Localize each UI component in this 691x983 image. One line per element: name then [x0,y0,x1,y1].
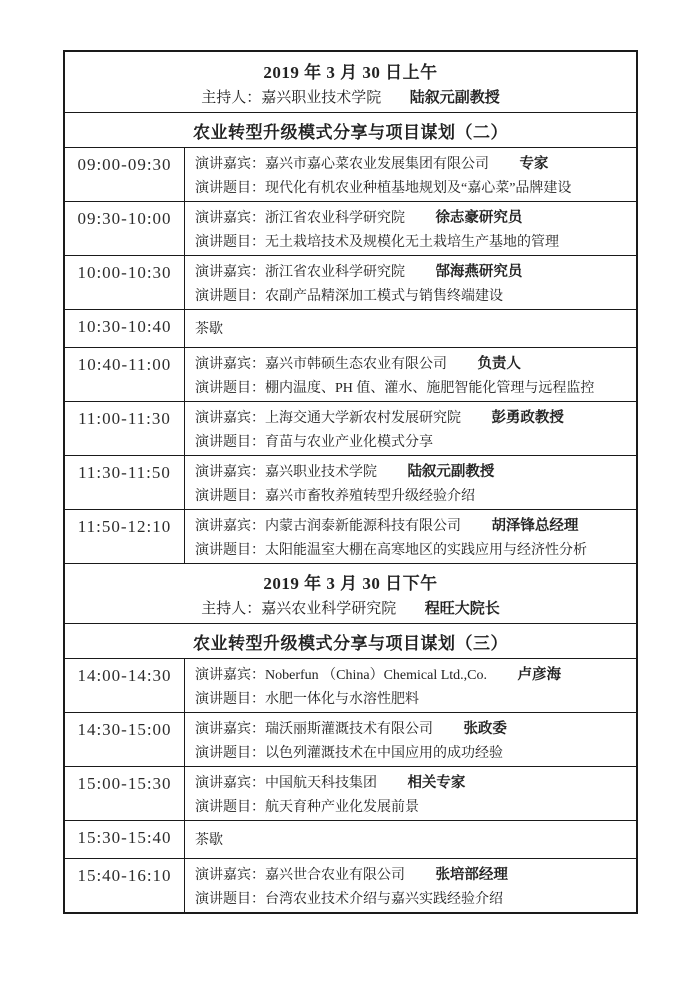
guest-label: 演讲嘉宾： [195,668,265,683]
section-title-row [65,623,636,658]
section-title-text: 农业转型升级模式分享与项目谋划（三） [193,633,508,653]
content-cell [185,456,636,509]
guest-name: 负责人 [477,356,521,372]
break-label: 茶歇 [195,322,223,337]
content-cell [185,767,636,820]
guest-label: 演讲嘉宾： [195,357,265,372]
guest-label: 演讲嘉宾： [195,868,265,883]
time-text: 10:00-10:30 [77,263,172,282]
topic-label: 演讲题目： [195,489,265,504]
time-cell [65,348,185,401]
guest-org: 中国航天科技集团 [265,776,377,791]
time-cell [65,659,185,712]
guest-name: 彭勇政教授 [491,410,564,426]
topic-text: 无土栽培技术及规模化无土栽培生产基地的管理 [265,235,559,250]
topic-line [195,485,628,509]
guest-line [195,717,628,742]
time-text: 11:30-11:50 [78,463,171,482]
time-cell [65,202,185,255]
time-text: 11:50-12:10 [77,517,172,536]
topic-text: 嘉兴市畜牧养殖转型升级经验介绍 [265,489,475,504]
content-cell [185,510,636,563]
break-row [65,820,636,858]
guest-name: 专家 [519,156,549,172]
topic-line [195,742,628,766]
topic-line [195,177,628,201]
host-org: 嘉兴农业科学研究院 [261,601,397,617]
content-cell [185,659,636,712]
topic-text: 太阳能温室大棚在高寒地区的实践应用与经济性分析 [265,543,587,558]
guest-line [195,260,628,285]
guest-label: 演讲嘉宾： [195,211,265,226]
talk-row [65,858,636,912]
topic-line [195,888,628,912]
host-org: 嘉兴职业技术学院 [261,89,382,106]
content-cell [185,713,636,766]
guest-label: 演讲嘉宾： [195,776,265,791]
guest-line [195,514,628,539]
topic-label: 演讲题目： [195,181,265,196]
time-cell [65,510,185,563]
talk-row [65,347,636,401]
time-cell [65,310,185,347]
time-text: 14:00-14:30 [77,666,172,685]
session-date: 2019 年 3 月 30 日下午 [263,574,438,593]
content-cell [185,859,636,912]
section-title-row [65,112,636,147]
topic-text: 现代化有机农业种植基地规划及“嘉心菜”品牌建设 [265,181,572,196]
guest-org: 嘉兴市嘉心菜农业发展集团有限公司 [265,157,489,172]
topic-text: 棚内温度、PH 值、灌水、施肥智能化管理与远程监控 [265,381,595,396]
topic-label: 演讲题目： [195,289,265,304]
guest-line [195,352,628,377]
time-cell [65,821,185,858]
time-cell [65,767,185,820]
time-text: 10:40-11:00 [77,355,172,374]
topic-text: 台湾农业技术介绍与嘉兴实践经验介绍 [265,892,503,907]
guest-label: 演讲嘉宾： [195,519,265,534]
topic-text: 航天育种产业化发展前景 [265,800,419,815]
guest-line [195,406,628,431]
time-cell [65,402,185,455]
guest-line [195,771,628,796]
talk-row [65,712,636,766]
content-cell [185,310,636,347]
topic-label: 演讲题目： [195,235,265,250]
time-text: 10:30-10:40 [77,317,172,336]
content-cell [185,821,636,858]
content-cell [185,256,636,309]
session-header-row [65,52,636,112]
talk-row [65,766,636,820]
time-text: 15:40-16:10 [77,866,172,885]
guest-name: 陆叙元副教授 [407,464,495,480]
topic-label: 演讲题目： [195,746,265,761]
guest-line [195,206,628,231]
schedule-table [63,50,638,914]
time-cell [65,859,185,912]
content-cell [185,202,636,255]
guest-line [195,663,628,688]
time-text: 15:30-15:40 [77,828,172,847]
talk-row [65,401,636,455]
guest-label: 演讲嘉宾： [195,465,265,480]
guest-org: Noberfun （China）Chemical Ltd.,Co. [265,668,488,683]
host-line [201,597,500,618]
host-line [201,86,500,107]
guest-org: 瑞沃丽斯灌溉技术有限公司 [265,722,433,737]
host-label: 主持人： [201,601,262,617]
time-cell [65,713,185,766]
topic-label: 演讲题目： [195,692,265,707]
guest-line [195,863,628,888]
guest-label: 演讲嘉宾： [195,722,265,737]
guest-line [195,152,628,177]
host-label: 主持人： [201,89,262,106]
time-text: 14:30-15:00 [77,720,172,739]
guest-name: 张培部经理 [435,867,508,883]
topic-text: 育苗与农业产业化模式分享 [265,435,433,450]
break-row [65,309,636,347]
session-header-row [65,563,636,623]
guest-name: 卢彦海 [517,667,561,683]
guest-org: 嘉兴职业技术学院 [265,465,377,480]
topic-line [195,539,628,563]
topic-line [195,796,628,820]
guest-name: 郜海燕研究员 [435,264,523,280]
session-date: 2019 年 3 月 30 日上午 [263,62,438,82]
topic-label: 演讲题目： [195,800,265,815]
topic-line [195,377,628,401]
section-title-text: 农业转型升级模式分享与项目谋划（二） [193,122,508,142]
topic-text: 农副产品精深加工模式与销售终端建设 [265,289,503,304]
guest-org: 上海交通大学新农村发展研究院 [265,411,461,426]
guest-name: 徐志豪研究员 [435,210,523,226]
topic-label: 演讲题目： [195,892,265,907]
topic-line [195,688,628,712]
time-cell [65,148,185,201]
guest-label: 演讲嘉宾： [195,411,265,426]
guest-line [195,460,628,485]
time-text: 09:00-09:30 [77,155,172,174]
guest-name: 胡泽锋总经理 [491,518,579,534]
topic-label: 演讲题目： [195,435,265,450]
topic-text: 以色列灌溉技术在中国应用的成功经验 [265,746,503,761]
time-cell [65,456,185,509]
topic-label: 演讲题目： [195,543,265,558]
time-cell [65,256,185,309]
guest-name: 相关专家 [407,775,466,791]
content-cell [185,148,636,201]
talk-row [65,455,636,509]
time-text: 15:00-15:30 [77,774,172,793]
guest-org: 浙江省农业科学研究院 [265,211,405,226]
guest-org: 内蒙古润泰新能源科技有限公司 [265,519,461,534]
content-cell [185,402,636,455]
talk-row [65,658,636,712]
talk-row [65,509,636,563]
talk-row [65,201,636,255]
guest-org: 嘉兴市韩硕生态农业有限公司 [265,357,447,372]
host-name: 陆叙元副教授 [409,89,500,106]
guest-org: 浙江省农业科学研究院 [265,265,405,280]
talk-row [65,255,636,309]
content-cell [185,348,636,401]
guest-label: 演讲嘉宾： [195,265,265,280]
topic-line [195,431,628,455]
time-text: 11:00-11:30 [78,409,171,428]
topic-text: 水肥一体化与水溶性肥料 [265,692,419,707]
guest-name: 张政委 [463,721,507,737]
host-name: 程旺大院长 [424,601,500,617]
break-label: 茶歇 [195,833,223,848]
guest-label: 演讲嘉宾： [195,157,265,172]
topic-line [195,285,628,309]
guest-org: 嘉兴世合农业有限公司 [265,868,405,883]
time-text: 09:30-10:00 [77,209,172,228]
topic-label: 演讲题目： [195,381,265,396]
topic-line [195,231,628,255]
talk-row [65,147,636,201]
